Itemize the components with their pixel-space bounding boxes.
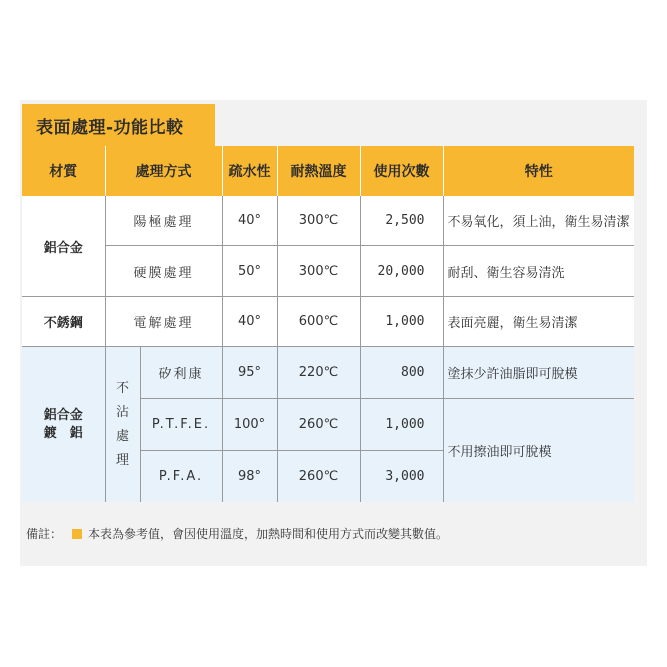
method-cell: P.F.A.	[140, 451, 222, 503]
comparison-table	[22, 146, 634, 502]
note-text: 本表為參考值，會因使用溫度，加熱時間和使用方式而改變其數值。	[88, 527, 449, 541]
heat-cell: 300℃	[277, 246, 360, 297]
uses-cell: 3,000	[360, 451, 443, 503]
table-title: 表面處理-功能比較	[36, 118, 184, 138]
method-cell: 硬膜處理	[105, 246, 222, 297]
feature-cell: 不用擦油即可脫模	[443, 399, 634, 503]
note-label: 備註：	[26, 527, 63, 541]
uses-cell: 800	[360, 347, 443, 399]
nonstick-cell	[105, 347, 140, 503]
hydro-cell: 95°	[222, 347, 277, 399]
hydro-cell: 100°	[222, 399, 277, 451]
heat-cell: 260℃	[277, 399, 360, 451]
header-use-count: 使用次數	[360, 146, 443, 196]
header-feature: 特性	[443, 146, 634, 196]
hydro-cell: 98°	[222, 451, 277, 503]
hydro-cell: 40°	[222, 196, 277, 246]
footnote	[26, 525, 448, 542]
table-row	[22, 196, 634, 246]
table-row	[22, 297, 634, 347]
material-aluminum: 鋁合金	[22, 196, 105, 297]
material-stainless: 不銹鋼	[22, 297, 105, 347]
uses-cell: 1,000	[360, 399, 443, 451]
feature-cell: 耐刮、衛生容易清洗	[443, 246, 634, 297]
table-row	[22, 347, 634, 399]
header-row	[22, 146, 634, 196]
header-heat-resistance: 耐熱溫度	[277, 146, 360, 196]
table-row	[22, 246, 634, 297]
heat-cell: 220℃	[277, 347, 360, 399]
header-material: 材質	[22, 146, 105, 196]
feature-cell: 不易氧化，須上油，衛生易清潔	[443, 196, 634, 246]
nonstick-label: 不沾處理	[115, 380, 129, 468]
method-cell: 矽利康	[140, 347, 222, 399]
hydro-cell: 40°	[222, 297, 277, 347]
uses-cell: 1,000	[360, 297, 443, 347]
method-cell: P.T.F.E.	[140, 399, 222, 451]
hydro-cell: 50°	[222, 246, 277, 297]
method-cell: 陽極處理	[105, 196, 222, 246]
method-cell: 電解處理	[105, 297, 222, 347]
title-tab	[22, 104, 215, 147]
header-method: 處理方式	[105, 146, 222, 196]
feature-cell: 塗抹少許油脂即可脫模	[443, 347, 634, 399]
feature-cell: 表面亮麗，衛生易清潔	[443, 297, 634, 347]
material-plated: 鋁合金 鍍 鋁	[22, 347, 105, 503]
heat-cell: 300℃	[277, 196, 360, 246]
bullet-square-icon	[72, 529, 82, 539]
heat-cell: 260℃	[277, 451, 360, 503]
uses-cell: 20,000	[360, 246, 443, 297]
header-hydrophobicity: 疏水性	[222, 146, 277, 196]
heat-cell: 600℃	[277, 297, 360, 347]
uses-cell: 2,500	[360, 196, 443, 246]
